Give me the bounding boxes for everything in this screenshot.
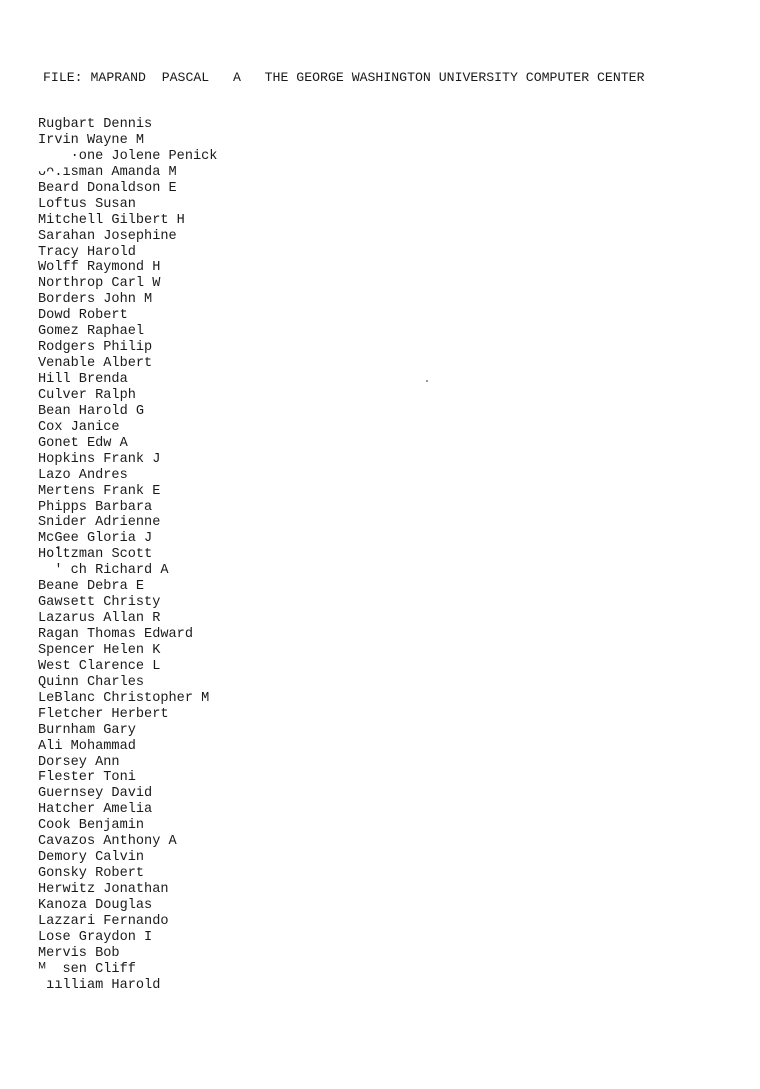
- name-entry: Tracy Harold: [38, 244, 136, 260]
- name-entry: ·one Jolene Penick: [38, 148, 218, 164]
- name-entry: Dowd Robert: [38, 308, 128, 324]
- name-entry: Ali Mohammad: [38, 738, 136, 754]
- file-language: PASCAL: [161, 70, 210, 85]
- name-list: [38, 117, 217, 994]
- name-entry: Gomez Raphael: [38, 324, 145, 340]
- name-entry: McGee Gloria J: [38, 531, 153, 547]
- name-entry: Mitchell Gilbert H: [38, 212, 185, 228]
- name-entry: Kanoza Douglas: [38, 897, 153, 913]
- name-entry: Guernsey David: [38, 786, 153, 802]
- name-entry: Burnham Gary: [38, 722, 136, 738]
- name-entry: Gonet Edw A: [38, 435, 128, 451]
- name-entry: Venable Albert: [38, 356, 153, 372]
- name-entry: Loftus Susan: [38, 196, 136, 212]
- name-entry: Quinn Charles: [38, 674, 145, 690]
- name-entry: Rodgers Philip: [38, 340, 153, 356]
- file-name: MAPRAND: [90, 70, 146, 85]
- name-entry: Snider Adrienne: [38, 515, 161, 531]
- name-entry: LeBlanc Christopher M: [38, 690, 210, 706]
- name-entry: Wolff Raymond H: [38, 260, 161, 276]
- name-entry: ' ch Richard A: [38, 563, 169, 579]
- name-entry: Borders John M: [38, 292, 153, 308]
- name-entry: Beard Donaldson E: [38, 180, 177, 196]
- page-header: [43, 70, 645, 85]
- name-entry: ıılliam Harold: [38, 977, 161, 993]
- name-entry: Cavazos Anthony A: [38, 834, 177, 850]
- name-entry: Lazarus Allan R: [38, 611, 161, 627]
- name-entry: Hill Brenda: [38, 372, 128, 387]
- name-entry: Hoٔltzman Scott: [38, 547, 153, 563]
- name-entry: ᴗᴖ.ısman Amanda M: [38, 164, 177, 180]
- name-entry: Demory Calvin: [38, 850, 145, 866]
- name-entry: Dorsey Ann: [38, 754, 120, 770]
- scan-speck: [426, 380, 428, 382]
- name-entry: Irvin Wayne M: [38, 132, 145, 148]
- name-entry: ᴹ sen Cliff: [38, 961, 136, 977]
- name-entry: Hopkins Frank J: [38, 451, 161, 467]
- name-entry: Lose Graydon I: [38, 929, 153, 945]
- name-entry: Beane Debra E: [38, 579, 145, 595]
- file-mode: A: [232, 70, 241, 85]
- name-entry: Flester Toni: [38, 770, 136, 786]
- name-entry: Gawsett Christy: [38, 595, 161, 611]
- name-entry: Phipps Barbara: [38, 499, 153, 515]
- institution-name: THE GEORGE WASHINGTON UNIVERSITY COMPUTER CENTER: [264, 70, 645, 85]
- name-entry: Fletcher Herbert: [38, 706, 169, 722]
- file-label: FILE:: [43, 70, 83, 85]
- name-entry: Cook Benjamin: [38, 818, 145, 834]
- name-entry: Lazo Andres: [38, 467, 128, 483]
- name-entry: Lazzari Fernando: [38, 913, 169, 929]
- name-entry: Mertens Frank E: [38, 483, 161, 499]
- name-entry: Mervis Bob: [38, 945, 120, 961]
- name-entry: Cox Janice: [38, 419, 120, 435]
- name-entry: Hatcher Amelia: [38, 802, 153, 818]
- name-entry: Ragan Thomas Edward: [38, 627, 193, 642]
- name-entry: Sarahan Josephine: [38, 228, 177, 244]
- name-entry: Spencer Helen K: [38, 642, 161, 658]
- name-entry: Rugbart Dennis: [38, 117, 153, 132]
- name-entry: Bean Harold G: [38, 403, 145, 419]
- name-entry: West Clarence L: [38, 658, 161, 674]
- name-entry: Culver Ralph: [38, 387, 136, 403]
- name-entry: Northrop Carl W: [38, 276, 161, 292]
- name-entry: Herwitz Jonathan: [38, 882, 169, 897]
- name-entry: Gonsky Robert: [38, 866, 145, 882]
